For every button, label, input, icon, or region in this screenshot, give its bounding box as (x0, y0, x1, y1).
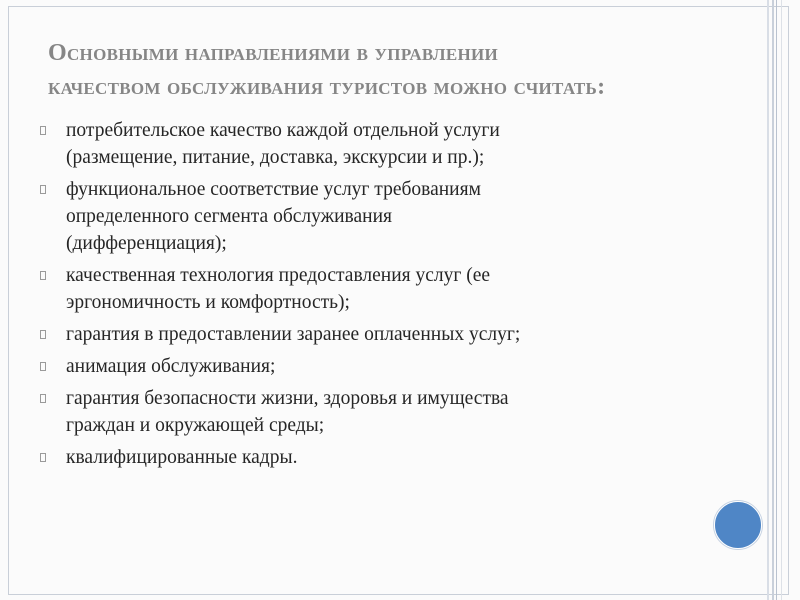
bullet-text-line: гарантия безопасности жизни, здоровья и имущества (66, 388, 509, 409)
bullet-text-line: (размещение, питание, доставка, экскурсии и пр.); (66, 147, 485, 168)
bullet-text-line: граждан и окружающей среды; (66, 415, 325, 436)
bullet-icon (40, 185, 46, 194)
blue-circle-icon (714, 501, 762, 549)
bullet-icon (40, 330, 46, 339)
bullet-list (40, 117, 660, 476)
bullet-icon (40, 453, 46, 462)
bullet-text-line: функциональное соответствие услуг требованиям (66, 179, 481, 200)
decorative-stripe (772, 0, 774, 600)
bullet-text-line: определенного сегмента обслуживания (66, 206, 392, 227)
bullet-item (40, 117, 660, 171)
bullet-text-line: анимация обслуживания; (66, 356, 276, 377)
bullet-text-line: квалифицированные кадры. (66, 447, 298, 468)
bullet-item (40, 385, 660, 439)
bullet-item (40, 176, 660, 257)
bullet-icon (40, 362, 46, 371)
bullet-text-line: эргономичность и комфортность); (66, 292, 350, 313)
bullet-text-line: потребительское качество каждой отдельной услуги (66, 120, 500, 141)
slide-title (48, 36, 738, 104)
bullet-item (40, 321, 660, 348)
bullet-item (40, 444, 660, 471)
bullet-text-line: (дифференциация); (66, 233, 227, 254)
decorative-stripe (776, 0, 777, 600)
slide-title-line: качеством обслуживания туристов можно считать: (48, 74, 606, 100)
bullet-text-line: качественная технология предоставления услуг (ее (66, 265, 491, 286)
bullet-text-line: гарантия в предоставлении заранее оплаченных услуг; (66, 324, 521, 345)
slide-title-line: Основными направлениями в управлении (48, 40, 499, 66)
bullet-item (40, 262, 660, 316)
bullet-icon (40, 394, 46, 403)
decorative-stripe (781, 0, 782, 600)
bullet-icon (40, 271, 46, 280)
decorative-stripe (767, 0, 769, 600)
bullet-item (40, 353, 660, 380)
bullet-icon (40, 126, 46, 135)
